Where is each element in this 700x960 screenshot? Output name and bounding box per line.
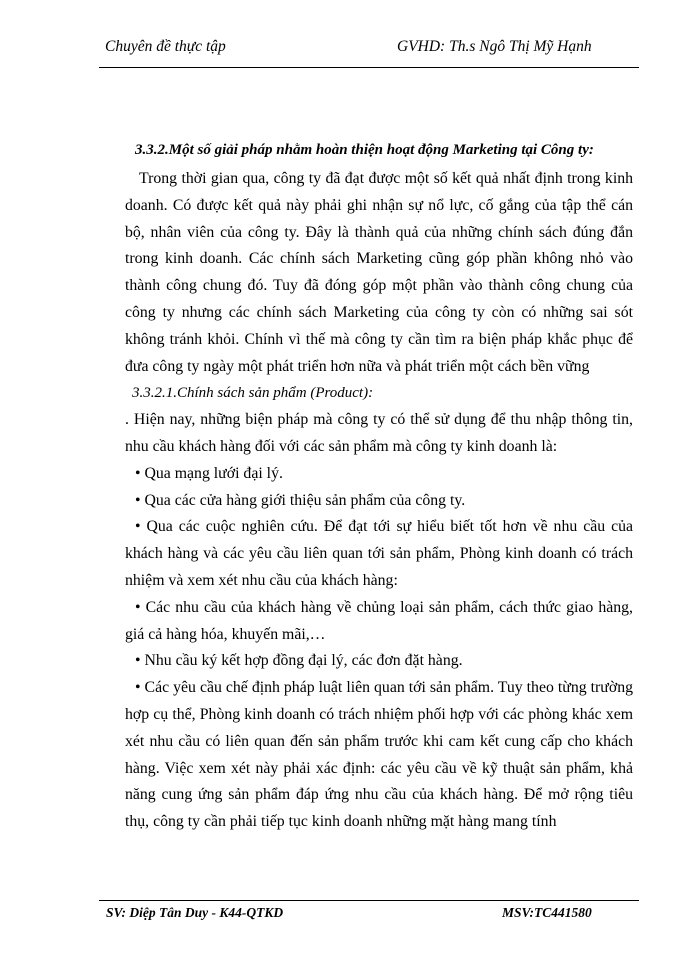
footer-divider (99, 900, 639, 901)
footer-student: SV: Diệp Tân Duy - K44-QTKD (106, 905, 284, 920)
page-header (105, 38, 630, 62)
footer-student-id: MSV:TC441580 (502, 905, 592, 920)
subsection-heading: 3.3.2.1.Chính sách sản phẩm (Product): (132, 385, 374, 402)
header-divider (99, 67, 639, 68)
bullet-item-showrooms: • Qua các cửa hàng giới thiệu sản phẩm của công ty. (135, 491, 466, 509)
header-course-title: Chuyên đề thực tập (105, 38, 226, 55)
header-supervisor: GVHD: Th.s Ngô Thị Mỹ Hạnh (397, 38, 592, 55)
intro-paragraph: Trong thời gian qua, công ty đã đạt được một số kết quả nhất định trong kinh doanh. Có được kết quả này phải ghi nhận sự nổ lực, cố gắng của tập thể cán bộ, nhân viên của công ty. Đây là thành quả của những chính sách đúng đắn trong kinh doanh. Các chính sách Marketing cũng góp phần không nhỏ vào thành công chung đó. Tuy đã đóng góp một phần vào thành công chung của công ty nhưng các chính sách Marketing của công ty còn có những sai sót không tránh khỏi. Chính vì thế mà công ty cần tìm ra biện pháp khắc phục để đưa công ty ngày một phát triển hơn nữa và phát triển một cách bền vững (125, 170, 633, 375)
bullet-item-research: • Qua các cuộc nghiên cứu. Để đạt tới sự hiểu biết tốt hơn về nhu cầu của khách hàng và các yêu cầu liên quan tới sản phẩm, Phòng kinh doanh có trách nhiệm và xem xét nhu cầu của khách hàng: (125, 518, 633, 589)
document-body (125, 166, 633, 836)
measures-paragraph: . Hiện nay, những biện pháp mà công ty có thể sử dụng để thu nhập thông tin, nhu cầu khách hàng đối với các sản phẩm mà công ty kinh doanh là: (125, 411, 633, 455)
page-footer (106, 905, 640, 929)
section-title: 3.3.2.Một số giải pháp nhằm hoàn thiện hoạt động Marketing tại Công ty: (135, 142, 594, 158)
bullet-item-contracts: • Nhu cầu ký kết hợp đồng đại lý, các đơn đặt hàng. (135, 652, 463, 670)
bullet-item-legal-requirements: • Các yêu cầu chế định pháp luật liên quan tới sản phẩm. Tuy theo từng trường hợp cụ thể, Phòng kinh doanh có trách nhiệm phối hợp với các phòng khác xem xét nhu cầu có liên quan đến sản phẩm trước khi cam kết cung cấp cho khách hàng. Việc xem xét này phải xác định: các yêu cầu về kỹ thuật sản phẩm, khả năng cung ứng sản phẩm đáp ứng nhu cầu của khách hàng. Để mở rộng tiêu thụ, công ty cần phải tiếp tục kinh doanh những mặt hàng mang tính (125, 679, 633, 831)
bullet-item-dealer-network: • Qua mạng lưới đại lý. (135, 464, 283, 482)
bullet-item-customer-needs: • Các nhu cầu của khách hàng về chủng loại sản phẩm, cách thức giao hàng, giá cả hàng hóa, khuyến mãi,… (125, 598, 633, 643)
